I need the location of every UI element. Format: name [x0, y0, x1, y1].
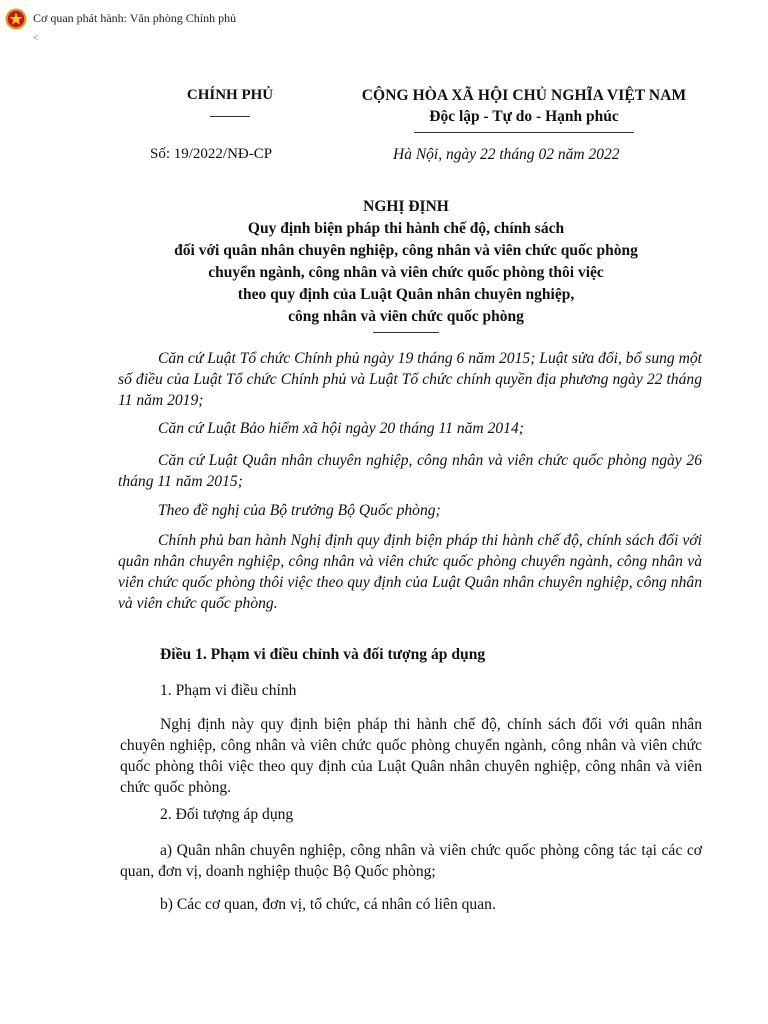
clause-1-text: Nghị định này quy định biện pháp thi hành chế độ, chính sách đối với quân nhân chuyên nghiệp, công nhân và viên chức quốc phòng chuyển ngành, công nhân và viên chức quốc phòng thôi việc theo quy định của Luật Quân nhân chuyên nghiệp, công nhân và viên chức quốc phòng.: [120, 716, 702, 796]
title-line: chuyển ngành, công nhân và viên chức quốc phòng thôi việc: [208, 264, 604, 281]
preamble-enactment: Chính phủ ban hành Nghị định quy định biện pháp thi hành chế độ, chính sách đối với quân nhân chuyên nghiệp, công nhân và viên chức quốc phòng chuyển ngành, công nhân và viên chức quốc phòng thôi việc theo quy định của Luật Quân nhân chuyên nghiệp, công nhân và viên chức quốc phòng.: [118, 532, 702, 612]
agency-header: [178, 87, 282, 117]
motto-divider: [414, 132, 634, 133]
title-line: công nhân và viên chức quốc phòng: [288, 308, 524, 325]
article-1-heading: Điều 1. Phạm vi điều chỉnh và đối tượng áp dụng: [160, 646, 486, 663]
clause-2-heading: 2. Đối tượng áp dụng: [160, 806, 294, 823]
national-motto: Độc lập - Tự do - Hạnh phúc: [429, 108, 619, 125]
preamble-legal-basis-2: Căn cứ Luật Bảo hiểm xã hội ngày 20 tháng 11 năm 2014;: [158, 420, 524, 437]
title-line: Quy định biện pháp thi hành chế độ, chính sách: [247, 220, 565, 237]
preamble-proposal: Theo đề nghị của Bộ trưởng Bộ Quốc phòng;: [158, 502, 441, 519]
clause-2-item-a: a) Quân nhân chuyên nghiệp, công nhân và viên chức quốc phòng công tác tại các cơ quan, đơn vị, doanh nghiệp thuộc Bộ Quốc phòng;: [120, 842, 702, 880]
document-title: [104, 196, 708, 333]
title-line: đối với quân nhân chuyên nghiệp, công nhân và viên chức quốc phòng: [174, 242, 638, 259]
document-type: NGHỊ ĐỊNH: [363, 198, 449, 215]
title-divider: [373, 332, 439, 333]
agency-divider: [210, 116, 250, 117]
preamble-legal-basis-3: Căn cứ Luật Quân nhân chuyên nghiệp, công nhân và viên chức quốc phòng ngày 26 tháng 11 năm 2015;: [118, 452, 702, 490]
title-line: theo quy định của Luật Quân nhân chuyên nghiệp,: [237, 286, 575, 303]
top-bar: [0, 0, 768, 44]
preamble-legal-basis-1: Căn cứ Luật Tổ chức Chính phủ ngày 19 tháng 6 năm 2015; Luật sửa đổi, bổ sung một số điều của Luật Tổ chức Chính phủ và Luật Tổ chức chính quyền địa phương ngày 22 tháng 11 năm 2019;: [118, 350, 703, 409]
national-header: [338, 87, 710, 133]
national-emblem-icon: [5, 8, 27, 30]
nation-name: CỘNG HÒA XÃ HỘI CHỦ NGHĨA VIỆT NAM: [361, 87, 687, 104]
clause-2-item-b: b) Các cơ quan, đơn vị, tổ chức, cá nhân có liên quan.: [160, 896, 496, 913]
place-date: Hà Nội, ngày 22 tháng 02 năm 2022: [393, 146, 620, 163]
agency-name: CHÍNH PHỦ: [186, 87, 274, 103]
corner-mark: ˂: [33, 33, 39, 44]
document-number: Số: 19/2022/NĐ-CP: [150, 146, 273, 162]
clause-1-heading: 1. Phạm vi điều chỉnh: [160, 682, 297, 699]
issuer-label: Cơ quan phát hành: Văn phòng Chính phủ: [33, 11, 237, 25]
